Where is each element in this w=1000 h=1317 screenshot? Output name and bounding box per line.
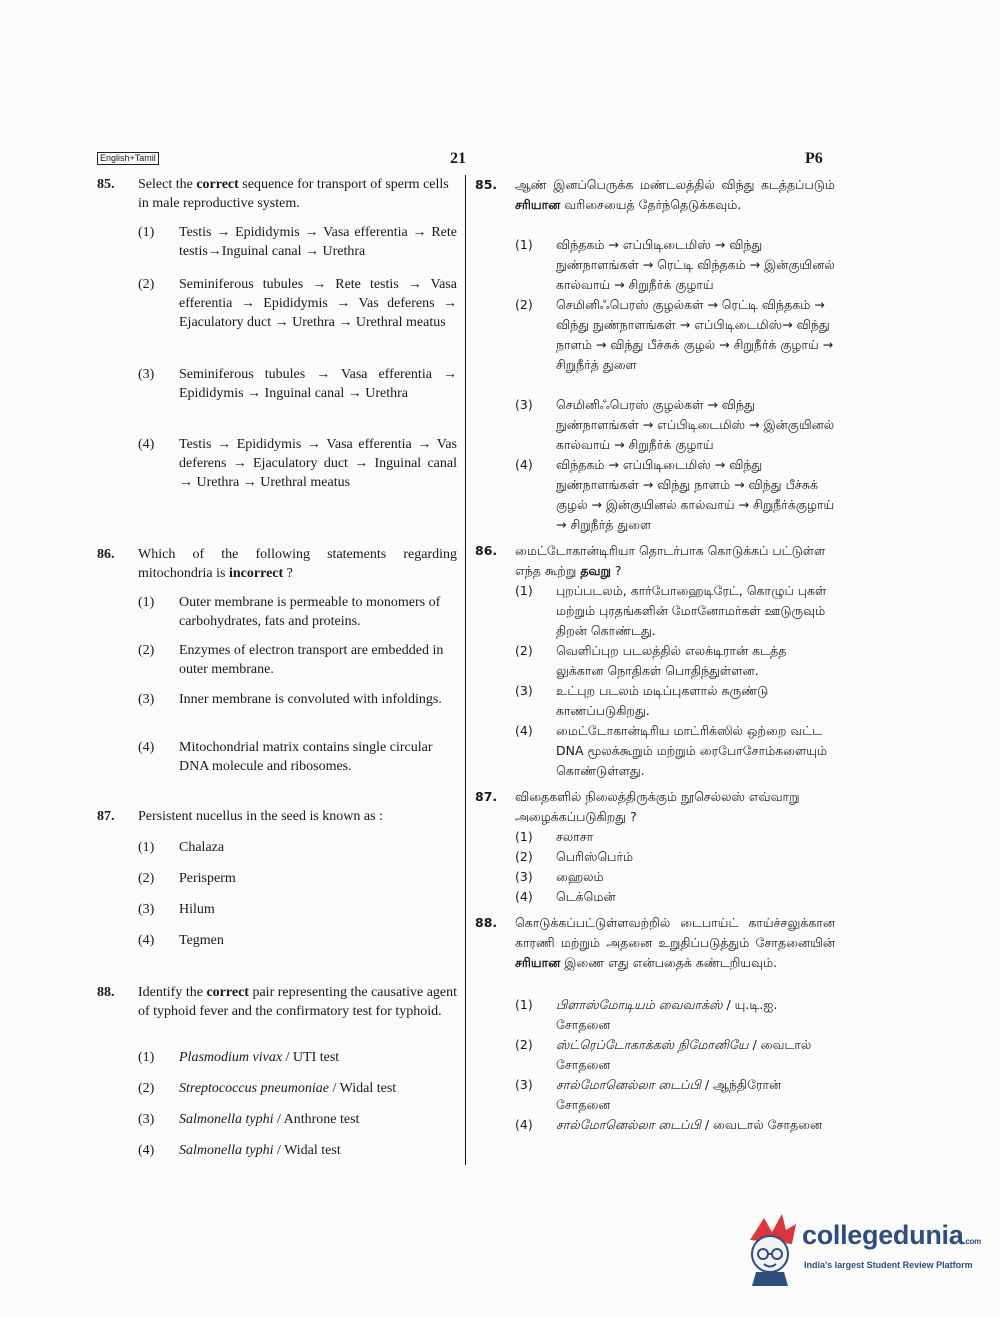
question-text: Which of the following statements regarding mitochondria is incorrect ? (138, 547, 457, 581)
mascot-icon (742, 1210, 800, 1288)
option: (2) Seminiferous tubules → Rete testis → Vasa efferentia → Epididymis → Vas deferens → Ejaculatory duct → Urethra → Urethral meatus (138, 277, 457, 330)
option: (1) விந்தகம் → எப்பிடிடைமிஸ் → விந்து நுண்நாளங்கள் → ரெட்டி விந்தகம் → இன்குயினல் கால்வாய் → சிறுநீர்க் குழாய் (515, 237, 835, 292)
question-87-ta (475, 787, 835, 827)
option: (3) ஹைலம் (515, 869, 604, 884)
option: (3) உட்புற படலம் மடிப்புகளால் சுருண்டு காணப்படுகிறது. (515, 683, 769, 718)
option: (1) Plasmodium vivax / UTI test (138, 1050, 340, 1065)
question-85-ta (475, 175, 835, 215)
option: (1) சலாசா (515, 829, 594, 844)
option: (4) Mitochondrial matrix contains single circular DNA molecule and ribosomes. (138, 740, 433, 774)
collegedunia-logo[interactable] (742, 1210, 981, 1290)
question-number: 85. (97, 177, 115, 192)
question-text: விதைகளில் நிலைத்திருக்கும் நூசெல்லஸ் எவ்வாறு அழைக்கப்படுகிறது ? (515, 789, 800, 824)
question-text: மைட்டோகான்டிரியா தொடர்பாக கொடுக்கப் பட்டுள்ள எந்த கூற்று தவறு ? (515, 543, 826, 578)
brand-name: collegedunia.com (802, 1220, 981, 1250)
question-85-en (97, 175, 457, 213)
option: (3) Salmonella typhi / Anthrone test (138, 1112, 360, 1127)
option: (4) Testis → Epididymis → Vasa efferentia → Vas deferens → Ejaculatory duct → Inguinal canal → Urethra → Urethral meatus (138, 437, 457, 490)
option: (2) வெளிப்புற படலத்தில் எலக்டிரான் கடத்த லுக்கான நொதிகள் பொதிந்துள்ளன. (515, 643, 787, 678)
page-number: 21 (450, 150, 466, 167)
question-text: Identify the correct pair representing the causative agent of typhoid fever and the confirmatory test for typhoid. (138, 985, 458, 1019)
option: (3) செமினிஃபெரஸ் குழல்கள் → விந்து நுண்நாளங்கள் → எப்பிடிடைமிஸ் → இன்குயினல் கால்வாய் → சிறுநீர்க் குழாய் (515, 397, 835, 452)
option: (4) Tegmen (138, 933, 224, 948)
option: (1) Testis → Epididymis → Vasa efferentia → Rete testis→Inguinal canal → Urethra (138, 225, 457, 259)
option: (4) சால்மோனெல்லா டைப்பி / வைடால் சோதனை (515, 1117, 823, 1132)
option: (3) Inner membrane is convoluted with infoldings. (138, 692, 442, 707)
question-number: 86. (475, 543, 498, 558)
question-number: 88. (475, 915, 498, 930)
question-88-ta (475, 913, 835, 973)
option: (2) Enzymes of electron transport are embedded in outer membrane. (138, 643, 444, 677)
option: (4) Salmonella typhi / Widal test (138, 1143, 341, 1158)
paper-code: P6 (805, 150, 823, 167)
language-tag: English+Tamil (97, 152, 159, 165)
question-number: 86. (97, 547, 115, 562)
option: (2) ஸ்ட்ரெப்டோகாக்கஸ் நிமோனியே / வைடால் சோதனை (515, 1037, 812, 1072)
question-number: 87. (475, 789, 498, 804)
question-text: கொடுக்கப்பட்டுள்ளவற்றில் டைபாய்ட் காய்ச்சலுக்கான காரணி மற்றும் அதனை உறுதிப்படுத்தும் சோதனையின் சரியான இணை எது என்பதைக் கண்டறியவும். (515, 915, 835, 970)
question-88-en (97, 983, 457, 1021)
question-text: ஆண் இனப்பெருக்க மண்டலத்தில் விந்து கடத்தப்படும் சரியான வரிசையைத் தேர்ந்தெடுக்கவும். (515, 177, 835, 212)
question-number: 87. (97, 809, 115, 824)
option: (2) Perisperm (138, 871, 236, 886)
option: (1) Outer membrane is permeable to monomers of carbohydrates, fats and proteins. (138, 595, 441, 629)
option: (2) பெரிஸ்பெர்ம் (515, 849, 634, 864)
option: (1) பிளாஸ்மோடியம் வைவாக்ஸ் / யு.டி.ஐ. சோதனை (515, 997, 778, 1032)
option: (4) விந்தகம் → எப்பிடிடைமிஸ் → விந்து நுண்நாளங்கள் → விந்து நாளம் → விந்து பீச்சுக் குழல் → இன்குயினல் கால்வாய் → சிறுநீர்க்குழாய் → சிறுநீர்த் துளை (515, 457, 835, 532)
question-86-ta (475, 541, 835, 581)
question-87-en (97, 807, 457, 826)
question-text: Persistent nucellus in the seed is known as : (138, 809, 383, 824)
column-divider (465, 175, 466, 1165)
option: (1) புறப்படலம், கார்போஹைடிரேட், கொழுப் புகள் மற்றும் புரதங்களின் மோனோமர்கள் ஊடுருவும் திறன் கொண்டது. (515, 583, 827, 638)
brand-tagline: India's largest Student Review Platform (804, 1260, 973, 1270)
option: (3) சால்மோனெல்லா டைப்பி / ஆந்திரோன் சோதனை (515, 1077, 782, 1112)
option: (3) Hilum (138, 902, 215, 917)
option: (3) Seminiferous tubules → Vasa efferentia → Epididymis → Inguinal canal → Urethra (138, 367, 457, 401)
question-text: Select the correct sequence for transport of sperm cells in male reproductive system. (138, 177, 449, 211)
option: (1) Chalaza (138, 840, 225, 855)
option: (4) மைட்டோகான்டிரிய மாட்ரிக்ஸில் ஒற்றை வட்ட DNA மூலக்கூறும் மற்றும் ரைபோசோம்களையும் கொண்டுள்ளது. (515, 723, 828, 778)
question-number: 85. (475, 177, 498, 192)
option: (2) Streptococcus pneumoniae / Widal test (138, 1081, 397, 1096)
question-86-en (97, 545, 457, 583)
option: (2) செமினிஃபெரஸ் குழல்கள் → ரெட்டி விந்தகம் → விந்து நுண்நாளங்கள் → எப்பிடிடைமிஸ்→ விந்து நாளம் → விந்து பீச்சுக் குழல் → சிறுநீர்க் குழாய் → சிறுநீர்த் துளை (515, 297, 834, 372)
question-number: 88. (97, 985, 115, 1000)
option: (4) டெக்மென் (515, 889, 616, 904)
